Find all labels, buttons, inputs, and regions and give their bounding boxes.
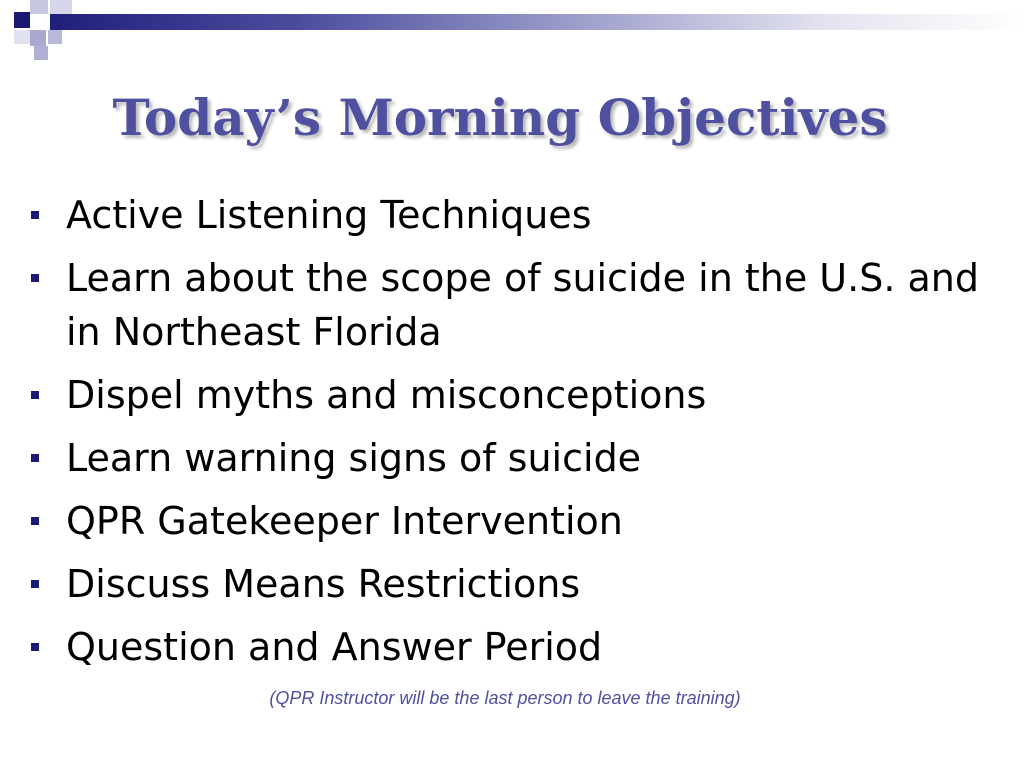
footnote: (QPR Instructor will be the last person to leave the training)	[269, 688, 741, 708]
list-item	[28, 251, 988, 359]
decorative-square	[30, 30, 46, 46]
header-gradient-band	[50, 14, 1024, 30]
decorative-square	[34, 46, 48, 60]
square-bullet-icon	[31, 211, 39, 219]
list-item-text: QPR Gatekeeper Intervention	[66, 499, 623, 543]
list-item-text: Active Listening Techniques	[66, 193, 592, 237]
square-bullet-icon	[31, 517, 39, 525]
list-item-text: Learn warning signs of suicide	[66, 436, 642, 480]
slide-title: Today’s Morning Objectives	[112, 88, 888, 147]
objectives-list	[28, 188, 988, 683]
square-bullet-icon	[31, 391, 39, 399]
decorative-square	[14, 12, 30, 28]
square-bullet-icon	[31, 274, 39, 282]
decorative-square	[50, 0, 72, 14]
list-item	[28, 620, 988, 674]
decorative-square	[48, 30, 62, 44]
square-bullet-icon	[31, 643, 39, 651]
list-item-text: Discuss Means Restrictions	[66, 562, 581, 606]
decorative-square	[14, 30, 30, 44]
decorative-square	[30, 0, 48, 14]
list-item	[28, 431, 988, 485]
list-item	[28, 188, 988, 242]
square-bullet-icon	[31, 454, 39, 462]
square-bullet-icon	[31, 580, 39, 588]
list-item	[28, 494, 988, 548]
list-item	[28, 368, 988, 422]
list-item-text: Question and Answer Period	[66, 625, 603, 669]
list-item-text: Learn about the scope of suicide in the U.S. and in Northeast Florida	[66, 256, 979, 354]
list-item-text: Dispel myths and misconceptions	[66, 373, 707, 417]
list-item	[28, 557, 988, 611]
